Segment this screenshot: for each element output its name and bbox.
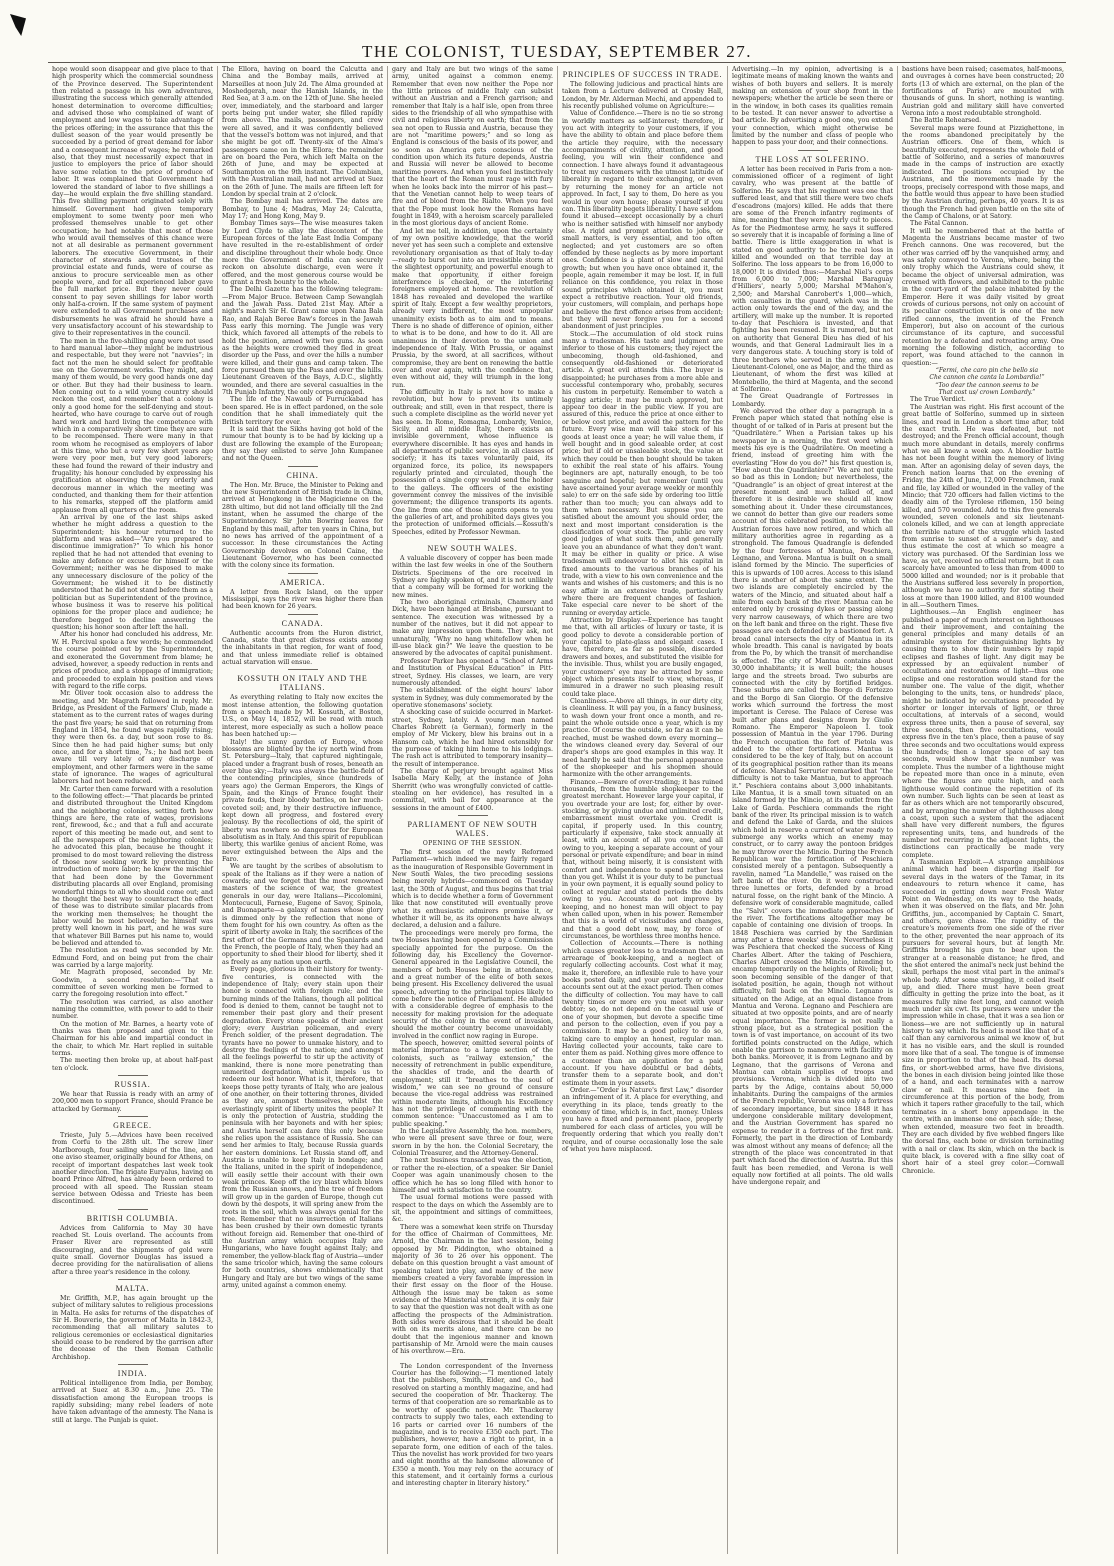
section-divider	[118, 1209, 148, 1210]
section-divider	[118, 1364, 148, 1365]
article-paragraph: After his honor had concluded his address, Mr. W. H. Percival spoke a few words; he commended the course pointed out by the Superintendent, and exonerated the Government from blame; he advised, however, a speedy reduction in rents and prices of produce, and a stoppage of immigration; and proceeded to explain his position and views with regard to the rifle corps.	[52, 631, 213, 690]
article-paragraph: Cleanliness.—Above all things, in our dirty city, is cleanliness. It will pay you, in a fancy business, to wash down your front once a month, and re-paint the whole outside once a year, which is my practice. Of course the outside, so far as it can be reached, must be washed down every morning—the windows cleaned every day. Several of our draper's shops are good examples in this way. It need hardly be said that the personal appearance of the shopkeeper and his shopmen should harmonize with the other arrangements.	[562, 697, 723, 779]
verse-block	[902, 367, 1064, 396]
article-paragraph: In the Legislative Assembly, the hon. members, who were all present save three or four, were sworn in by the hon. the Colonial Secretary, the Colonial Treasurer, and the Attorney-General.	[392, 1128, 553, 1158]
article-paragraph: It will be remembered that at the battle of Magenta the Austrians became master of two French cannons. One was recovered, but the other was carried off by the vanquished army, and was safely conveyed to Verona, where, being the only trophy which the Austrians could shew, it became the object of universal admiration, was crowned with flowers, and exhibited to the public in the court-yard of the palace inhabited by the Emperor. Here it was daily visited by great crowds of curious persons, not only on account of its peculiar construction (it is one of the new rifled cannons, the invention of the French Emperor), but also on account of the curious circumstance of its capture, and successful retention by a defeated and retreating army. One morning the following distich, according to report, was found attached to the cannon in question:—	[902, 227, 1064, 367]
article-headline: RUSSIA.	[114, 1080, 151, 1090]
column-5	[728, 66, 898, 1554]
article-paragraph: On the motion of Mr. Barnes, a hearty vote of thanks was then proposed and given to the Chairman for his able and impartial conduct in the chair, to which Mr. Hart replied in suitable terms.	[52, 1020, 213, 1058]
article-paragraph: A letter has been received in Paris from a non-commissioned officer of a regiment of light cavalry, who was present at the battle of Solferino. He says that his regiment was one that suffered least, and that still there were two chefs d'escadrons (majors) killed. He adds that there are some of the French infantry regiments of nine, meaning that they were nearly cut to pieces. As for the Piedmontese army, he says it suffered so severely that it is incapable of forming a line of battle. There is little exaggeration in what is stated on good authority to be the real loss in killed and wounded on that terrible day at Solferino. The loss appears to be from 16,000 to 18,000! It is divided thus:—Marshal Niel's corps from 6,000 to 7,000; Marshal Baraguay d'Hilliers', nearly 5,000; Marshal M'Mahon's, 2,500; and Marshal Canrobert's 1,000—which, with casualties in the guard, which was in the action only towards the end of the day, and the artillery, will make up the number. It is reported to-day that Peschiera is invested, and that fighting has been resumed. It is rumored, but not on authority that General Dieu has died of his wounds, and that General Ladmirault lies in a very dangerous state. A touching story is told of three brothers who served in the army, one as Lieutenant-Colonel, one as Major, and the third as Lieutenant, of whom the first was killed at Montebello, the third at Magenta, and the second at Solferino.	[732, 165, 893, 394]
article-paragraph: The proceedings were merely pro forma, the two Houses having been opened by a Commission specially appointed for the purpose. On the following day, his Excellency the Governor-General appeared in the Legislative Council, the members of both Houses being in attendance, and a great number of the elite of both sexes being present. His Excellency delivered the usual speech, adverting to the principal topics likely to come before the notice of Parliament. He alluded with a considerable degree of emphasis to the necessity for making provision for the adequate security of the colony in the event of invasion, should the mother country become unavoidably involved in the conflict now raging in Europe.	[392, 929, 553, 1040]
article-paragraph: Advices from California to May 30 have reached St. Louis overland. The accounts from Fraser River are represented as still discouraging, and the shipments of gold were quite small. Governor Douglas has issued a decree providing for the naturalisation of aliens after a three year's residence in the colony.	[52, 1224, 213, 1276]
article-paragraph: A Tasmanian Exploit.—A strange amphibious animal which had been disporting itself for several days in the waters of the Tamar, in its endeavours to return whence it came, has succeeded in getting down near Fresh Water Point on Wednesday, on its way to the heads, when it was observed on the flats, and Mr. John Griffiths, jun., accompanied by Captain C. Smart, and others, gave chase. The rapidity of the creature's movements from one side of the river to the other, prevented the near approach of its pursuers for several hours, but at length Mr. Griffiths brought his gun to bear upon the stranger at a reasonable distance; he fired, and the shot entered the animal's neck just behind the skull, perhaps the most vital part in the animal's whole body. After some struggling, it coiled itself up, and died. There must have been great difficulty in getting the prize into the boat, as it measures fully nine feet long, and cannot weigh much under six cwt. Its pursuers were under the impression while in chase, that it was a sea lion or lioness—we are not sufficiently up in natural history to say which. Its head is most like that of a calf than any carnivorous animal we know of, but it has no visible ears, and the skull is rounded more like that of a seal. The tongue is of immense size in proportion to that of the head. Its dorsal fins, or short-webbed arms, have five divisions, the bones in each division being jointed like those of a hand, and each terminates with a narrow claw or nail. It measures nine feet in circumference at this portion of the body, from which it tapers rather gracefully to the tail, which terminates in a short bony appendage in the centre, with an immense one on each side; these, when extended, measure two feet in breadth. They are each divided by five webbed fingers like the dorsal fins, each bone or division terminating with a nail or claw. Its skin, which on the back is quite black, is covered with a fine silky coat of short hair of a steel grey color.—Cornwall Chronicle.	[902, 859, 1064, 1175]
article-headline: KOSSUTH ON ITALY AND THE ITALIANS.	[237, 674, 368, 693]
article-paragraph: The Bombay mail has arrived. The dates are Bombay, to June 4; Madras, May 24; Calcutta, May 17; and Hong Kong, May 9.	[222, 198, 383, 220]
columns-container	[48, 66, 1068, 1554]
section-divider	[288, 466, 318, 467]
article-paragraph: Attraction by Display.—Experience has taught me that, with all articles of luxury or taste, it is good policy to devote a considerable portion of your capital to plate-glass and elegant cases. I have, therefore, as far as possible, discarded drawers and boxes, and substituted the visible for the invisible. Thus, whilst you are busily engaged, your customers' eye may be attracted by some object which presents itself to view, whereas, if immured in a drawer no such pleasing result could take place.	[562, 617, 723, 698]
article-headline: NEW SOUTH WALES.	[427, 544, 518, 553]
article-paragraph: Collection of Accounts.—There is nothing which causes greater loss to a tradesman than an arrearage of book-keeping, and a neglect of regularly collecting accounts. Cost what it may, make it, therefore, an inflexible rule to have your books posted daily, and your quarterly or other accounts sent out at the exact period. Then comes the difficulty of collection. You may have to call twenty times or more ere you meet with your debtor; so, do not depend on the casual use of one of your shopmen, but devote a specific time and person to the collection, even if you pay a commission. It may be a good policy to do so, taking care to employ an honest, regular man. Having collected your accounts, take care to enter them as paid. Nothing gives more offence to a customer than an application for a paid account. If you have doubtful or bad debts, transfer them to a separate book, and don't estimate them in your assets.	[562, 940, 723, 1087]
article-paragraph: The usual formal motions were passed with respect to the days on which the Assembly are to sit, the appointment and sittings of committees, &c.	[392, 1194, 553, 1224]
verse-line: “Fermi, che caro pin che bello sia	[935, 367, 1039, 375]
article-headline: GREECE.	[113, 1121, 152, 1131]
section-divider	[288, 669, 318, 670]
article-paragraph: The Delhi Gazette has the following telegram:—From Major Bruce. Between Camp Sewanglah and the Jawah Pass. Dated 21st May. After a night's march Sir H. Grant came upon Nana Bala Rao, and Rajah Beree Baw's forces in the Jawah Pass early this morning. The Jungle was very thick, which favored all attempts of the rebels to hold the position, armed with two guns. As soon as the heights were crowned they fled in great disorder up the Pass, and over the hills a number were killed, and their guns and camp taken. The force pursued them up the Pass and over the hills. Lieutenant Greaven of the Bays, A.D.C., slightly wounded, and there are several casualties in the 7th Punjab Infantry, the only corps engaged.	[222, 286, 383, 397]
article-paragraph: And let me tell, in addition, upon the certainty of my own positive knowledge, that the world never yet has seen such a complete and extensive revolutionary organisation as that of Italy to-day—ready to burst out into an irresistible storm at the slightest opportunity, and powerful enough to make that opportunity, if either foreign interference is checked, or the interfering foreigners employed at home. The revolution of 1848 has revealed and developed the warlike spirit of Italy. Except a few wealthy proprietors, already very indifferent, the most unpopular unanimity exists both as to aim and to means. There is no shade of difference of opinion, either to what is to be done, and how to do it. All are unanimous in their devotion to the union and independence of Italy. With Prussia, or against Prussia, by the sword, at all sacrifices, without compromise, they are bent on renewing the battle over and over again, with the confidence that, even without aid, they will triumph in the long run.	[392, 227, 553, 389]
article-paragraph: The resolution was carried, as also another naming the committee, with power to add to their number.	[52, 998, 213, 1021]
article-paragraph: Every page, glorious in their history for twenty-five centuries, is connected with the independence of Italy; every stain upon their honor is connected with foreign rule; and the burning minds of the Italians, though all political food is denied to them, cannot be taught not to remember their past glory and their present degradation. Every stone speaks of their ancient glory; every Austrian policeman, and every French soldier, of the present degradation. The tyrants have no power to unmake history, and to destroy the feelings of the nation; and amongst all the feelings powerful to stir up the activity of mankind, there is none more penetrating than unmerited degradation, which impels us to redeem our lost honor. What is it, therefore, that keeps those petty tyrants of Italy, who are jealous of one another, on their tottering thrones, divided as they are, amongst themselves, whilst the everlastingly spirit of liberty unites the people? It is only the protection of Austria, studding the peninsula with her bayonets and with her spies; and Austria herself can dare this only because she relies upon the assistance of Russia. She can send her armies to Italy, because Russia guards her eastern dominions. Let Russia stand off, and Austria is unable to keep Italy in bondage; and the Italians, united in the spirit of independence, will easily settle their account with their own weak princes. Keep off the icy blast which blows from the Russian snows, and the tree of freedom will grow up in the garden of Europe, though cut down by the despots, it will spring anew from the roots in the soil, which was always genial for the tree. Remember that no insurrection of Italians has been crushed by their own domestic tyrants without foreign aid. Remember that one-third of the Austrian army which occupies Italy are Hungarians, who have fought against Italy; and remember, the yellow-black flag of Austria—under the same tricolor which, having the same colours for both countries, shows emblematically that Hungary and Italy are but two wings of the same army, united against a common enemy.	[222, 966, 383, 1289]
article-headline: BRITISH COLUMBIA.	[86, 1213, 179, 1223]
article-paragraph: We hear that Russia is ready with an army of 200,000 men to support France, should France be attacked by Germany.	[52, 1091, 213, 1113]
article-headline: CANADA.	[281, 618, 324, 628]
article-paragraph: The life of the Nawaub of Furruckabad has been spared. He is in effect pardoned, on the sole condition that he shall immediately quit the British territory for ever.	[222, 396, 383, 426]
section-divider	[458, 1359, 488, 1360]
article-paragraph: It is said that the Sikhs having got hold of the rumour that bounty is to be had by kicking up a dust are following the example of the European; they say they enlisted to serve John Kumpanee and not the Queen.	[222, 425, 383, 463]
article-paragraph: The men in the five-shilling gang were not used to hard manual labor—they might be industrious and respectable, but they were not “navvies”; in fact not the men he should select for profitable use on the Government works. They might, and many of them would, be very good hands one day or other. But they had their business to learn. Men coming out to a wild young country should reckon the cost, and remember that a colony is only a good home for the self-denying and stout-hearted, who have courage to carve out of rough hard work and hard living the competence with which in a comparatively short time they are sure to be recompensed. There were many in that room whom he recognised as employers of labor at this time, who but a very few short years ago were very poor men, but very good laborers; these had found the reward of their industry and frugality; his honour concluded by expressing his gratification at observing the very orderly and decorous manner in which the meeting was conducted, and thanking them for their attention to his remarks, stepped off the platform amid applause from all quarters of the room.	[52, 337, 213, 514]
section-divider	[798, 150, 828, 151]
article-paragraph: The Battle Rehearsed.	[910, 117, 982, 125]
article-headline: MALTA.	[115, 1283, 150, 1293]
article-paragraph: We observed the other day a paragraph in a French paper which stated that nothing else is thought of or talked of in Paris at present but the “Quadrilatère.” When a Parisian takes up his newspaper in a morning, the first word which meets his eye is the Quadrilatère. On meeting a friend, instead of greeting him with the everlasting “How do you do?” his first question is, “How about the Quadrilatère?” We are not quite so bad as this in London; but nevertheless, the “Quadrangle” is an object of great interest at the present moment and much talked of, and therefore it is desirable we should all know something about it. Under these circumstances, we cannot do better than give our readers some account of this celebrated position, to which the Austrian forces have now retired, and which all military authorities agree in regarding as a stronghold. The famous Quadrangle is defended by the four fortresses of Mantua, Peschiera, Legnano, and Verona. Mantua is built on a small island formed by the Mincio. The superficies of this is upwards of 100 acres. Access to this island there is another of about the same extent. The two islands are completely encircled by the waters of the Mincio, and situated about half a mile from each bank of the river. Mantua can be entered only by crossing dykes or passing along very narrow causeways, of which there are two on the left bank and three on the right. These five passages are each defended by a bastioned fort. A broad canal intersects the city of Mantua in its whole breadth. This canal is navigated by boats from the Po, by which the transit of merchandise is effected. The city of Mantua contains about 30,000 inhabitants; it is well built; the houses large and the streets broad. Two suburbs are connected with the city by fortified bridges. These suburbs are called the Borgo di Fortezzo and the Borgo di San Giorgio. Of the defensive works which surround the fortress the most important is Cerese. The Palace of Cerese was built after plans and designs drawn by Giulio Romano. The Emperor Napoleon I. took possession of Mantua in the year 1796. During the French occupation the fort of Pietola was added to the other fortifications. Mantua is considered to be the key of Italy, but on account of its geographical position rather than its means of defence. Marshal Serrurier remarked that “the difficulty is not to take Mantua, but to approach it.” Peschiera contains about 3,000 inhabitants. Like Mantua, it is a small town situated on an island formed by the Mincio, at its outlet from the Lake of Garda. Peschiera commands the right bank of the river. Its principal mission is to watch and defend the Lake of Garda, and the sluices which hold in reserve a current of water ready to submerge any works which an enemy may construct, or to carry away the pontoon bridges he may throw over the Mincio. During the French Republican war the fortification of Peschiera consisted merely of a pentagon. Subsequently a ravelin, named “La Mandelle,” was raised on the left bank of the river. On it were constructed three lunettes or forts, defended by a broad natural fosse, on the right bank of the Mincio. A defensive work of considerable magnitude, called the “Salvi” covers the immediate approaches of the river. The fortifications altogether may be capable of containing one division of troops. In 1848 Peschiera was carried by the Sardinian army after a three weeks' siege. Nevertheless it was Peschiera that checked the success of King Charles Albert. After the taking of Peschiera, Charles Albert crossed the Mincio, intending to encamp temporarily on the heights of Rivoli; but, soon becoming sensible of the danger of that isolated position, he again, though not without difficulty, fell back on the Mincio. Legnano is situated on the Adige, at an equal distance from Mantua and Verona. Legnano and Peschiera are situated at two opposite points, and are of nearly equal importance. The former is not really a strong place, but as a strategical position the town is of vast importance, on account of its two fortified points constructed on the Adige, which enable the garrison to manœuvre with facility on both banks. Moreover, it is from Legnano and by Legnano, that the garrisons of Verona and Mantua can obtain supplies of troops and provisions. Verona, which is divided into two parts by the Adige, contains about 50,000 inhabitants. During the campaigns of the armies of the French republic, Verona was only a fortress of secondary importance, but since 1848 it has undergone considerable military development, and the Austrian Government has spared no expense to render it a fortress of the first rank. Formerly, the part in the direction of Lombardy was almost without any means of defence; all the strength of the place was concentrated in that part which faced the direction of Austria. But this fault has been remedied, and Verona is well equally now fortified at all points. The old walls have undergone repair, and	[732, 408, 893, 1187]
article-paragraph: There was a somewhat keen strife on Thursday for the office of Chairman of Committees, Mr. Arnold, the Chairman in the last session, being opposed by Mr. Piddington, who obtained a majority of 36 to 26 over his opponent. The debate on this question brought a vast amount of speaking talent into play, and many of the new members created a very favorable impression in their first essay on the floor of the House. Although the issue may be taken as some evidence of the Ministerial strength, it is only fair to say that the question was not dealt with as one affecting the prospects of the Administration. Both sides were desirous that it should be dealt with on its merits alone, and there can be no doubt that the ingenious manner and known partisanship of Mr. Arnold were the main causes of his overthrow.—Era.	[392, 1223, 553, 1356]
article-paragraph: Italy! the sunny garden of Europe, whose blossoms are blighted by the icy north wind from St. Petersburg—Italy, that captured nightingale, placed under a fragrant bush of roses, beneath an ever blue sky;—Italy was always the battle-field of the contending principles, since (hundreds of years ago) the German Emperors, the Kings of Spain, and the Kings of France fought their private feuds, their bloody battles, on her much-coveted soil; and, by their destructive influence, kept down all progress, and fostered every jealousy. By the recollections of old, the spirit of liberty was nowhere so dangerous for European absolutism as in Italy. And this spirit of republican liberty, this warlike genius of ancient Rome, was never extinguished between the Alps and the Faro.	[222, 738, 383, 863]
column-1	[48, 66, 218, 1554]
article-paragraph: Lighthouses.—An English engineer has published a paper of much interest on lighthouses and their improvement, and containing the general principles and many details of an admirable system for distinguishing lights by causing them to show their numbers by rapid eclipses and flashes of light. Any digit may be expressed by an equivalent number of occultations and restorations of light—thus one eclipse and one restoration would stand for the number one. The value of the digit, whether belonging to the units, tens, or hundreds' place, might be indicated by occultations preceded by shorter or longer intervals of light, or three occultations, at intervals of a second, would express three units, then a pause of several, say three seconds, then five occultations, would express five in the ten's place, then a pause of say three seconds and two occultations would express the hundreds; then a longer space of say ten seconds, would show that the number was complete. Thus the number of a lighthouse might be repeated more than once in a minute, even where the figures are quite high, and each lighthouse would continue the repetition of its own number. Such lights can be seen at least as far as others which are not temporarily obscured, and by arranging the number of lighthouses along a coast, upon such a system that the adjacent shall have very different numbers, the figures representing units, tens, and hundreds of the number not recurring in the adjacent lights, the distinctions can practically be made very complete.	[902, 609, 1064, 859]
article-paragraph: An arrival by one of the last ships asked whether he might address a question to the Superintendent; his honour returned to the platform and was asked—“Are you prepared to discontinue immigration?” To which his honor replied that he had not attended that evening to make any defence or excuse for himself or the Government; neither was he disposed to make any unnecessary disclosure of the policy of the Government; he wished it to be distinctly understood that he did not stand before them as a politician but as Superintendent of the province, whose business it was to reserve his political opinions for the proper place and audience; he therefore begged to decline answering the question; his honor soon after left the hall.	[52, 513, 213, 632]
section-divider	[118, 1279, 148, 1280]
article-paragraph: The next business transacted was the election, or rather the re-election, of a speaker. Sir Daniel Cooper was again unanimously chosen to the office which he has so long filled with honor to himself and with satisfaction to the country.	[392, 1157, 553, 1194]
article-paragraph: Finance.—Beware of over-trading; it has ruined thousands, from the humble shopkeeper to the greatest merchant. However large your capital, if you overtrade your are lost; for, either by over-stocking, or by giving undue and unlimited credit, embarrassment must overtake you. Credit is capital, if properly used. In this country, particularly if expensive, take stock annually at least, with an account of all you owe, and all owing to you, keeping a separate account of your personal or private expenditure; and bear in mind that, without being miserly, it is consistent with comfort and independence to spend rather less than you get. Whilst it is your duty to be punctual in your own payment, it is equally sound policy to collect at regular and stated periods the debts owing to you. Accounts do not improve by keeping, and no honest man will object to pay when called upon, when in his power. Remember that this is a world of vicissitudes and changes, and that a good debt now, may, by force of circumstances, be worthless three months hence.	[562, 778, 723, 940]
article-paragraph: bastions have been raised; casemates, half-moons, and ouvrages à cornes have been constructed; 20 forts (13 of which are external, on the plan of the fortifications of Paris) are mounted with thousands of guns. In short, nothing is wanting. Austrian gold and military skill have converted Verona into a most redoubtable stronghold.	[902, 66, 1064, 118]
article-paragraph: Mr. Oliver took occasion also to address the meeting, and Mr. Magrath followed in reply. Mr. Bridge, as President of the Farmers' Club, made a statement as to the current rates of wages during the past five years; he said that on returning from England in 1854, he found wages rapidly rising; they were then 6s. a day, but soon rose to 8s. Since then he had paid higher sums; but only once, and for a short time, 7s.; he had not been aware till very lately of any discharge of employment, and other farmers were in the same state of ignorance. The wages of agricultural laborers had not been reduced.	[52, 690, 213, 786]
column-6	[898, 66, 1068, 1554]
article-paragraph: The first session of the newly Reformed Parliament—which indeed we may fairly regard as the inauguration of Responsible Government in New South Wales, the two preceding sessions being merely hybrids—commenced on Tuesday last, the 30th of August, and thus begins that trial which is to decide whether a form of Government like that now constituted will eventually prove what its enthusiastic admirers promise it, or whether it will be, as its opponents have always declared, a delusion and a failure.	[392, 849, 553, 930]
article-paragraph: Mr. Carter then came forward with a resolution to the following effect:—“That placards be printed and distributed throughout the United Kingdom and the neighboring colonies, setting forth how things are here, the rate of wages, provisions rent, firewood, &c.; and that a full and accurate report of this meeting be made out, and sent to all the newspapers of the neighboring colonies; he advocated this plan, because he thought it promised to do most toward relieving the distress of those now seeking work by preventing the introduction of more labor; he knew the mischief that had been done by the Government distributing placards all over England, promising wonderful things to all who should come out; and he thought the best way to counteract the effect of these was to distribute similar placards from the working men themselves; he thought the labor would be most believed; he himself was pretty well known in his part, and he was sure that whatever Bill Barnes put his name to, would be believed and attended to.	[52, 785, 213, 947]
article-headline: INDIA.	[117, 1369, 148, 1379]
section-divider	[118, 1116, 148, 1117]
section-divider	[288, 614, 318, 615]
verse-line: That cost us/ crown Lombardy.”	[938, 389, 1036, 397]
article-paragraph: The charge of perjury brought against Miss Isabella Mary Kelly, at the instance of John Sherritt (who was wrongfully convicted of cattle-stealing on her evidence), has resulted in a committal, with bail for appearance at the sessions in the amount of £400.	[392, 767, 553, 812]
article-headline: CHINA.	[286, 470, 319, 480]
page-title: THE COLONIST, TUESDAY, SEPTEMBER 27.	[361, 42, 753, 61]
article-paragraph: The meeting then broke up, at about half-past ten o'clock.	[52, 1057, 213, 1072]
article-paragraph: Advertising.—In my opinion, advertising is a legitimate means of making known the wants and wishes of both buyers and sellers. It is merely making an extension of your shop front in the newspapers; whether the article be seen there or in the window, in both cases its qualities remain to be tested. It can never answer to advertise a bad article. By advertising a good one, you extend your connection, which might otherwise be limited by the number and class of people who happen to pass your door, and their connections.	[732, 66, 893, 147]
corner-tab-icon	[10, 14, 26, 36]
verse-line: “Too dear the cannon seems to be	[935, 381, 1039, 389]
article-paragraph: Mr. Magrath proposed, seconded by Mr. Goodwin, a second resolution:—“That a committee of seven working men be formed to carry the foregoing resolution into effect.”	[52, 969, 213, 999]
article-paragraph: Trieste, July 5.—Advices have been received from Corfu to the 28th ult. The screw liner Marlborough, four sailing ships of the line, and one aviso steamer, originally bound for Athens, on receipt of important despatches last week took another direction. The frigate Euryalus, having on board Prince Alfred, has already been ordered to proceed with all speed. The Russian steam service between Odessa and Trieste has been discontinued.	[52, 1132, 213, 1206]
masthead-rule	[48, 62, 1066, 63]
article-paragraph: Several maps were found at Pizzighettone, in the rooms abandoned precipitately by the Austrian officers. One of them, which is beautifully executed, represents the whole field of battle of Solferino, and a series of manœuvres made in the camps of instruction are exactly indicated. The positions occupied by the Austrians, and the movements made by the troops, precisely correspond with those maps, and the battle would thus appear to have been studied by the Austrian during, perhaps, 40 years. It is as though the French had given battle on the site of the Camp of Chalons, or at Satory.	[902, 124, 1064, 220]
article-paragraph: Stock.—The accumulation of old stock ruins many a tradesman. His taste and judgment are inferior to those of his customers; they reject the unbecoming, though old-fashioned, and consequently old-fashioned or deteriorated article. A great evil attends this. The buyer is disappointed; he purchases from a more able and successful contemporary who, probably, secures his custom in perpetuity. Remember to watch a lagging article; it may be much approved, but appear too dear in the public view. If you are assured of this, reduce the price at once either to or below cost price, and avoid the pattern for the future. Every wise man will take stock of his goods at least once a year; he will value them, if well bought and in good saleable order, at cost price; but if old or unsaleable stock, the value at which they could be then bought should be taken to exhibit the real state of his affairs. Young beginners are apt, naturally enough, to be too sanguine and hopeful; but remember (until you have ascertained your average weekly or monthly sale) to err on the safe side by ordering too little rather than too much; you can always add to them when necessary. But suppose you are satisfied about the amount you should order, the next and most important consideration is the classification of your stock. The public are very good judges of what suits them, and generally leave you an abundance of what they don't want. It may be either in quality or price. A wise tradesman will endeavour to allot his capital in fixed amounts to the various branches of his trade, with a view to his own convenience and the wants and wishes of his customers; and this is no easy affair in an extensive trade, particularly where there are frequent changes of fashion. Take especial care never to be short of the running or everyday article.	[562, 330, 723, 617]
verse-line: Che cannon che canta la Lombardia!”	[929, 374, 1045, 382]
article-paragraph: Value of Confidence.—There is no tie so strong in worldly matters as self-interest; therefore, if you act with integrity to your customers, if you have the ability to obtain and place before them the article they require, with the necessary accompaniments of civility, attention, and good feeling, you will win their confidence and connection. I have always found it advantageous to treat my customers with the utmost latitude of liberality in regard to their exchanging, or even by returning the money for an article not approved. In fact, I say to them, Do here as you would in your own house; please yourself if you can. This liberality begets liberality. I have seldom found it abused—except occasionally by a churl who is neither satisfied with himself nor anybody else. A rigid and prompt attention to jobs, or small matters, is very essential, and too often neglected; and yet customers are so often offended by these neglects as by more important ones. Confidence is a plant of slow and careful growth; but when you have once obtained it, the people, again remember it may be lost. If, in full reliance on this confidence, you relax in those sound principles which obtained it, you must expect a retributive reaction. Your old friends, your customers, will complain, and perhaps hope and believe the first offence arises from accident; but they will never forgive you for a second abandonment of just principles.	[562, 110, 723, 331]
article-paragraph: The following judicious and practical hints are taken from a Lecture delivered at Crosby Hall, London, by Mr. Alderman Mechi, and appended to his recently published volume on Agriculture:—	[562, 81, 723, 111]
article-paragraph: Mr. Griffith, M.P., has again brought up the subject of military salutes to religious processions in Malta. He asks for returns of the dispatches of Sir H. Bouverie, the governor of Malta in 1842-3, recommending that all military salutes to religious ceremonies or ecclesiastical dignitaries should cease to be rendered by the garrison after the decease of the then Roman Catholic Archbishop.	[52, 1294, 213, 1361]
article-paragraph: The Austrian was right. His first account of the great battle of Solferino, summed up in sixteen lines, and read in London a short time after, told the exact truth. He was defeated, but not destroyed; and the French official account, though much more abundant in details, merely confirms what we all knew a week ago. A bloodier battle has not been fought within the memory of living man. After an agonising delay of seven days, the French nation learns that on the evening of Friday, the 24th of June, 12,000 Frenchmen, rank and file, lay killed or wounded in the valley of the Mincio; that 720 officers had fallen victims to the deadly aim of the Tyrolese riflemen, 150 being killed, and 570 wounded. Add to this five generals wounded, seven colonels and six lieutenant-colonels killed, and we can at length appreciate the terrible nature of the struggle which lasted from sunrise to sunset of a summer's day, and thus estimate the cost at which so meagre a victory was purchased. Of the Sardinian loss we have, as yet, received no official return, but it can scarcely have amounted to less than from 4000 to 5000 killed and wounded; nor is it probable that the Austrians suffered less severely in proportion, although we have no authority for stating their loss at more than 1900 killed, and 8100 wounded in all.—Southern Times.	[902, 403, 1065, 610]
article-paragraph: A valuable discovery of copper has been made within the last few weeks in one of the Southern Districts. Specimens of the ore received in Sydney are highly spoken of, and it is not unlikely that a company will be formed for working the new mines.	[392, 555, 553, 599]
article-paragraph: Order.—“Order is Nature's first Law,” disorder an infringement of it. A place for everything, and everything in its place, tends greatly to the economy of time, which is, in fact, money. Unless you have a fixed and permanent place, properly numbered for each class of articles, you will be frequently ordering that which you really don't require, and of course occasionally lose the sale of what you have misplaced.	[562, 1087, 723, 1153]
article-headline: THE LOSS AT SOLFERINO.	[755, 154, 870, 164]
article-paragraph: Professor Parker has opened a “School of Arms and Institution of Physical Education” in Pitt-street, Sydney. His classes, we learn, are very numerously attended.	[392, 657, 553, 687]
section-divider	[118, 1075, 148, 1076]
article-paragraph: A letter from Rock Island, on the upper Mississippi, says the river was higher there than had been known for 26 years.	[222, 588, 383, 611]
article-paragraph: The Ellora, having on board the Calcutta and China and the Bombay mails, arrived at Marseilles at noon July 2d. The Alma grounded at Moshedgerah, near the Hanish Islands, in the Red Sea, at 3 a.m. on the 12th of June. She heeled over, immediately, and the starboard and larger ports being put under water, she filled rapidly from above. The mails, passengers, and crew were all saved, and it was confidently believed that the vessel's bottom was not injured, and that she might be got off. Twenty-six of the Alma's passengers came on in the Ellora; the remainder are on board the Pera, which left Malta on the 26th of June, and may be expected at Southampton on the 9th instant. The Columbian, with the Australian mail, had not arrived at Suez on the 26th of June. The mails are fifteen left for London by special train at 2 o'clock.	[222, 66, 383, 198]
article-paragraph: The resolution as read was seconded by Mr. Edmund Ford, and on being put from the chair was carried by a large majority.	[52, 947, 213, 969]
article-paragraph: A shocking case of suicide occurred in Market-street, Sydney, lately. A young man named Charles Robrett (a German), formerly in the employ of Mr Vickery, blew his brains out in a Hansom cab, which he had hired ostensibly for the purpose of taking him home to his lodgings. The rash act is attributed to temporary insanity—the result of intemperance.	[392, 709, 553, 768]
article-paragraph: We are taught by the scribes of absolutism to speak of the Italians as if they were a nation of cowards; and we forget that the most renowned masters of the science of war, the greatest generals in our day, were Italians—Piccolomini, Montecuculi, Farnese, Eugene of Savoy, Spinola, and Buonaparte—a galaxy of names whose glory is dimmed only by the reflection that none of them fought for his own country. As often as the spirit of liberty awoke in Italy, the sacrifices of the first effort of the Germans and the Spaniards and the French, the people of Italy, when they had an opportunity to shed their blood for liberty, shed it as freely as any nation upon earth.	[222, 863, 383, 966]
article-paragraph: The establishment of the eight hours' labor system in Sydney, was duly commemorated by the operative stonemasons' society.	[392, 687, 553, 709]
article-paragraph: The Great Quadrangle of Fortresses in Lombardy.	[732, 393, 893, 408]
article-paragraph: Authentic accounts from the Huron district, Canada, state that great distress exists among the inhabitants in that region, for want of food, and that unless immediate relief is obtained actual starvation will ensue.	[222, 629, 383, 667]
article-paragraph: gary and Italy are but two wings of the same army, united against a common enemy. Remember that even now neither the Pope nor the little princes of middle Italy can subsist without an Austrian and a French garrison; and remember that Italy is a half isle, open from three sides to the friendship of all who sympathise with civil and religious liberty on earth; that from the sea not open to Russia and Austria, because they are not “maritime powers;” and so long as England is conscious of the basis of its power, and so soon as America gets conscious of the condition upon which its future depends, Austria and Russia will never be allowed to become maritime powers. And when you feel instinctively that the heart of the Roman must rage with fury when he looks back into the mirror of his past—that the Venetian cannot help to weep tears of fire and of blood from the Rialto. When you feel that the Pope must look how the Romans have fought in 1849, with a heroism scarcely paralleled in the most glorious days of ancient Rome.	[392, 66, 553, 228]
article-paragraph: The difficulty in Italy is not how to make a revolution, but how to prevent its untimely outbreak; and still, even in that respect, there is such a complete discipline as the world never yet has seen. In Rome, Romagna, Lombardy, Venice, Sicily, and all middle Italy, there exists an invisible government, whose influence is everywhere discernible. It has eyes and hands in all departments of public service, in all classes of society; it has its taxes voluntarily paid, its organized force, its police, its newspapers regularly printed and circulated, though the possession of a single copy would send the holder to the galleys. The officers of the existing government convey the missives of the invisible government; the diligence transports its agents. One line from one of those agents opens to you the galleries of art, and prohibited days gives you the protection of uniformed officials.—Kossuth's Speeches, edited by Professor Newman.	[392, 389, 553, 536]
article-paragraph: The London correspondent of the Inverness Courier has the following:—“I mentioned lately that the publishers, Smith, Elder, and Co., had resolved on starting a monthly magazine, and had secured the cooperation of Mr. Thackeray. The terms of that cooperation are so remarkable as to be worthy of specific notice. Mr. Thackeray contracts to supply two tales, each extending to 16 parts or carried over 16 numbers of the magazine, and is to receive £350 each part. The publishers, however, have a right to print, in a separate form, one edition of each of the tales. Thus the novelist has work provided for two years and eight months at the handsome allowance of £350 a month. You may rely on the accuracy of this statement, and it certainly forms a curious and interesting chapter in literary history.”	[392, 1362, 553, 1488]
article-paragraph: hope would soon disappear and give place to that high prosperity which the commercial soundness of the Province deserved. The Superintendent then related a passage in his own adventures, illustrating the success which generally attended honest determination to overcome difficulties; and advised those who complained of want of employment and low wages to take advantage of the prices offering; in the assurance that this the dullest season of the year would presently be succeeded by a period of great demand for labor and a consequent increase of wages; he remarked also, that they must necessarily expect that in justice to employers the price of labor should have some relation to the price of produce of labor. It was complained that Government had lowered the standard of labor to five shillings a day—he would explain the five shilling standard. This five shilling payment originated solely with himself. Government had given temporary employment to some twenty poor men who professed themselves unable to get other occupation; he had notable that most of those who would avail themselves of this chance were not at all desirable as permanent government laborers. The executive Government, in their character of stewards and trustees of the provincial estate and funds, were of course as anxious to procure serviceable men as other people were, and for all experienced labor gave the full market price. But they never could consent to pay seven shillings for labor worth only half-a-crown. If the same system of payment were extended to all Government purchases and disbursements he was afraid he should have a very unsatisfactory account of his stewardship to give to their representatives in the council.	[52, 66, 213, 338]
column-3	[388, 66, 558, 1554]
section-divider	[458, 815, 488, 816]
article-paragraph: The Hon. Mr. Bruce, the Minister to Peking and the new Superintendent of British trade in China, arrived at Hongkong in the Magicienne on the 28th ultimo, but did not land officially till the 2nd instant, when he assumed the charge of the Superintendency. Sir John Bowring leaves for England by this mail, after ten years in China, but no news has arrived of the appointment of a successor. In these circumstances the Acting Governorship devolves on Colonel Caine, the Lieutenant Governor, who has been connected with the colony since its formation.	[222, 481, 383, 570]
section-divider	[458, 539, 488, 540]
article-paragraph: Political intelligence from India, per Bombay, arrived at Suez at 8.30 a.m., June 25. The dissatisfaction among the European troops is rapidly subsiding; many rebel leaders of note have taken advantage of the amnesty. The Nana is still at large. The Punjab is quiet.	[52, 1380, 213, 1424]
article-headline: PARLIAMENT OF NEW SOUTH WALES.	[407, 820, 538, 839]
article-paragraph: The True Verdict.	[910, 396, 966, 404]
article-paragraph: The Fatal Cannon.	[910, 220, 969, 228]
article-paragraph: As everything relating to Italy now excites the most intense attention, the following quotation from a speech made by M. Kossuth, at Boston, U.S., on May 14, 1852, will be read with much interest, more especially as such a hollow peace has been hatched up:—	[222, 694, 383, 739]
article-subheadline: OPENING OF THE SESSION.	[422, 840, 523, 848]
column-4	[558, 66, 728, 1554]
article-headline: AMERICA.	[279, 577, 326, 587]
article-paragraph: Bombay Times says—The wise measures taken by Lord Clyde to allay the discontent of the European forces of the late East India Company have resulted in the re-establishment of order and discipline throughout their whole body. Once more the Government of India can securely reckon on absolute discharge, even were it offered, and the most generous course would be to grant a fresh bounty to the whole.	[222, 220, 383, 286]
article-headline: PRINCIPLES OF SUCCESS IN TRADE.	[562, 70, 723, 79]
article-paragraph: The two aboriginal criminals, Chamery and Dick, have been hanged at Brisbane, pursuant to sentence. The execution was witnessed by a number of the natives, but it did not appear to make any impression upon them. They ask, not unnaturally, “Why no hang whitefellow when he ill-use black gin?” We leave the question to be answered by the advocates of capital punishment.	[392, 599, 553, 658]
column-2	[218, 66, 388, 1554]
section-divider	[288, 573, 318, 574]
article-paragraph: The speech, however, omitted several points of material importance to a large section of the colonists, such as “railway extension,” the necessity of retrenchment in public expenditure, the shackles of trade, and the dearth of employment; still it “breathes to the soul of wisdom,” we can see no ground of censure because the vice-regal address was restrained within moderate limits, although his Excellency has not the privilege of commenting with the common sentence: “Unaccustomed as I am to public speaking.”	[392, 1039, 553, 1128]
